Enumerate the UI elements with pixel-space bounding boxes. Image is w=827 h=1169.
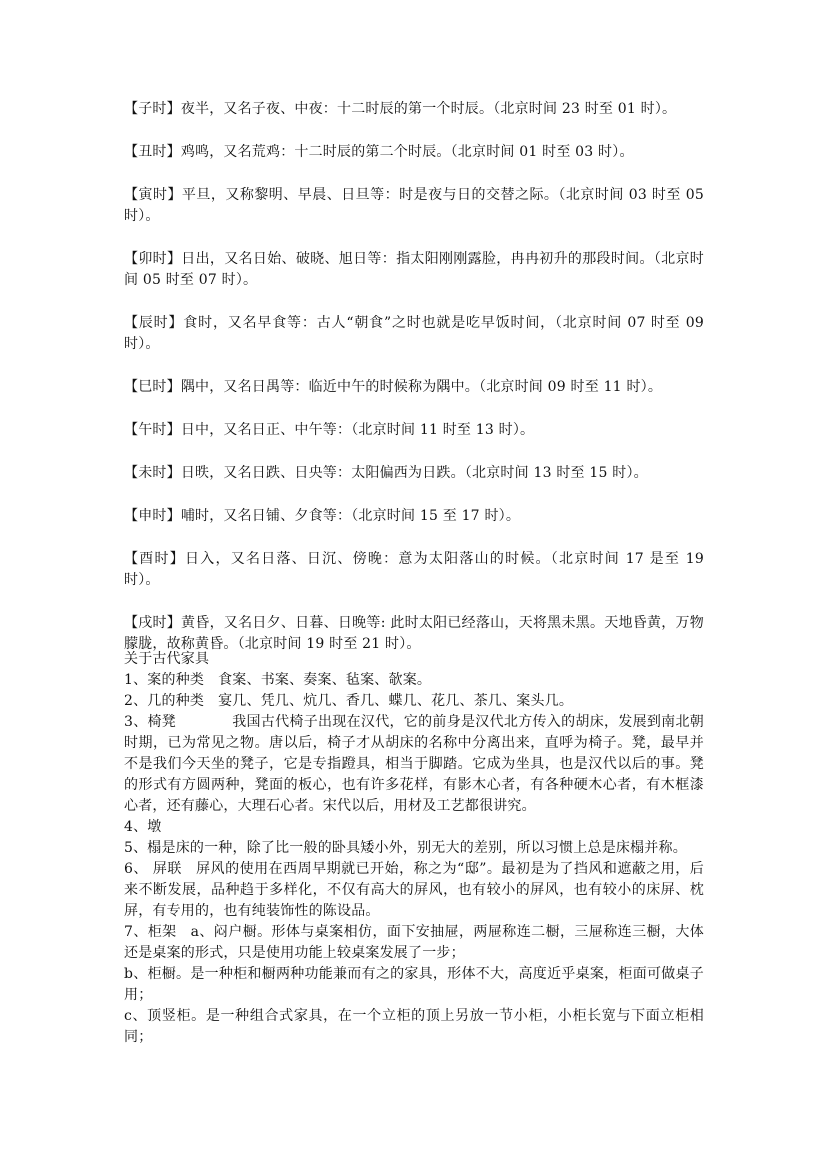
hour-description: 日中，又名日正、中午等：（北京时间 11 时至 13 时）。 [180,422,535,438]
hour-term: 【酉时】 [124,551,185,567]
item-label: 7、柜架 [124,924,177,940]
item-label: 3、椅凳 [124,714,177,730]
hour-description: 日入，又名日落、日沉、傍晚：意为太阳落山的时候。（北京时间 17 是至 19 时）。 [124,551,705,588]
hour-description: 日昳，又名日跌、日央等：太阳偏西为日跌。（北京时间 13 时至 15 时）。 [180,465,648,481]
hour-term: 【午时】 [124,422,181,438]
hour-term: 【丑时】 [124,144,181,160]
hour-description: 哺时，又名日铺、夕食等：（北京时间 15 至 17 时）。 [180,508,521,524]
hour-term: 【子时】 [124,101,181,117]
hour-paragraph-you [124,549,704,591]
item-text: 屏风的使用在西周早期就已开始，称之为“邸”。最初是为了挡风和遮蔽之用，后来不断发展，品种趋于多样化，不仅有高大的屏风，也有较小的屏风，也有较小的床屏、枕屏，有专用的，也有纯装饰性的陈设品。 [124,861,705,919]
furniture-heading: 关于古代家具 [124,651,210,667]
hour-term: 【辰时】 [124,315,184,331]
furniture-item [124,817,704,838]
item-text: c、顶竖柜。是一种组合式家具，在一个立柜的顶上另放一节小柜，小柜长宽与下面立柜相同； [124,1008,704,1045]
furniture-item [124,691,704,712]
item-text: a、闷户橱。形体与桌案相仿，面下安抽屉，两屉称连二橱，三屉称连三橱，大体还是桌案的形式，只是使用功能上较桌案发展了一步； [124,924,704,961]
hour-description: 鸡鸣，又名荒鸡：十二时辰的第二个时辰。（北京时间 01 时至 03 时）。 [180,144,634,160]
hour-paragraph-wei [124,463,704,484]
furniture-section [124,649,704,1048]
hour-paragraph-zi [124,99,704,120]
hour-description: 黄昏，又名日夕、日暮、日晚等: 此时太阳已经落山，天将黑未黑。天地昏黄，万物朦胧，故称黄昏。（北京时间 19 时至 21 时）。 [124,615,704,652]
document-page [124,99,704,1048]
item-label: 2、几的种类 [124,693,205,709]
item-text: 宴几、凭几、炕几、香几、蝶几、花几、茶几、案头几。 [218,693,574,709]
hour-paragraph-yin [124,185,704,227]
item-label: 6、 屏联 [124,861,182,877]
hour-paragraph-mao [124,249,704,291]
hour-paragraph-wu [124,420,704,441]
hour-paragraph-shen [124,506,704,527]
hour-description: 夜半，又名子夜、中夜：十二时辰的第一个时辰。（北京时间 23 时至 01 时）。 [180,101,677,117]
hour-description: 食时，又名早食等：古人“朝食”之时也就是吃早饭时间，（北京时间 07 时至 09 时）。 [124,315,704,352]
hour-paragraph-chou [124,142,704,163]
item-label: 4、墩 [124,819,162,835]
furniture-item [124,964,704,1006]
furniture-item [124,922,704,964]
furniture-item [124,838,704,859]
hour-term: 【寅时】 [124,187,182,203]
hour-term: 【未时】 [124,465,181,481]
item-text: 我国古代椅子出现在汉代，它的前身是汉代北方传入的胡床，发展到南北朝时期，已为常见之物。唐以后，椅子才从胡床的名称中分离出来，直呼为椅子。凳，最早并不是我们今天坐的凳子，它是专指蹬具，相当于脚踏。它成为坐具，也是汉代以后的事。凳的形式有方圆两种，凳面的板心，也有许多花样，有影木心者，有各种硬木心者，有木框漆心者，还有藤心，大理石心者。宋代以后，用材及工艺都很讲究。 [124,714,704,814]
hour-description: 日出，又名日始、破晓、旭日等：指太阳刚刚露脸，冉冉初升的那段时间。（北京时间 05 时至 07 时）。 [124,251,704,288]
item-text: b、柜橱。是一种柜和橱两种功能兼而有之的家具，形体不大，高度近乎桌案，柜面可做桌子用； [124,966,704,1003]
item-label: 1、案的种类 [124,672,205,688]
hour-term: 【申时】 [124,508,181,524]
hour-term: 【戌时】 [124,615,182,631]
furniture-item [124,712,704,817]
hour-description: 隅中，又名日禺等：临近中午的时候称为隅中。（北京时间 09 时至 11 时）。 [180,379,663,395]
furniture-item [124,670,704,691]
hour-description: 平旦，又称黎明、早晨、日旦等：时是夜与日的交替之际。（北京时间 03 时至 05 时）。 [124,187,704,224]
hour-paragraph-si [124,377,704,398]
item-label: 5、榻是床的一种，除了比一般的卧具矮小外，别无大的差别，所以习惯上总是床榻并称。 [124,840,687,856]
time-periods-section [124,99,704,655]
hour-term: 【卯时】 [124,251,182,267]
hour-paragraph-chen [124,313,704,355]
hour-term: 【巳时】 [124,379,181,395]
item-text: 食案、书案、奏案、毡案、欹案。 [218,672,432,688]
furniture-item [124,1006,704,1048]
furniture-item [124,859,704,922]
